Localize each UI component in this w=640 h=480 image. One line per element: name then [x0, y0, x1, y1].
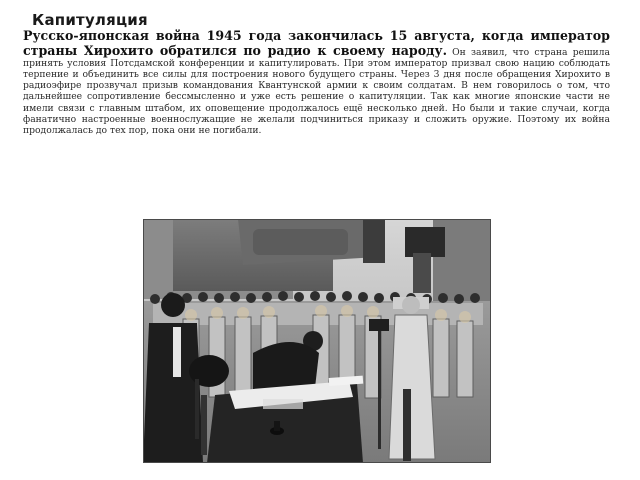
slide-title: Капитуляция: [32, 11, 148, 29]
body-text: Он заявил, что страна решила принять условия Потсдамской конференции и капитулировать. При этом император призвал свою нацию соблюдать терпение и объединить все силы для построения нового будущего страны. Через 3 дня после обращения Хирохито в радиоэфире прозвучал призыв командования Квантунской армии к своим солдатам. В нем говорилось о том, что дальнейшее сопротивление бессмысленно и уже есть решение о капитуляции. Так как многие японские части не имели связи с главным штабом, их оповещение продолжалось ещё несколько дней. Но были и такие случаи, когда фанатично настроенные военнослужащие не желали подчиниться приказу и сложить оружие. Поэтому их война продолжалась до тех пор, пока они не погибали.: [23, 46, 610, 136]
surrender-photo: [143, 219, 491, 463]
body-paragraph: [23, 29, 610, 136]
lead-sentence: Русско-японская война 1945 года закончилась 15 августа, когда император страны Хирохито обратился по радио к своему народу.: [23, 28, 610, 58]
